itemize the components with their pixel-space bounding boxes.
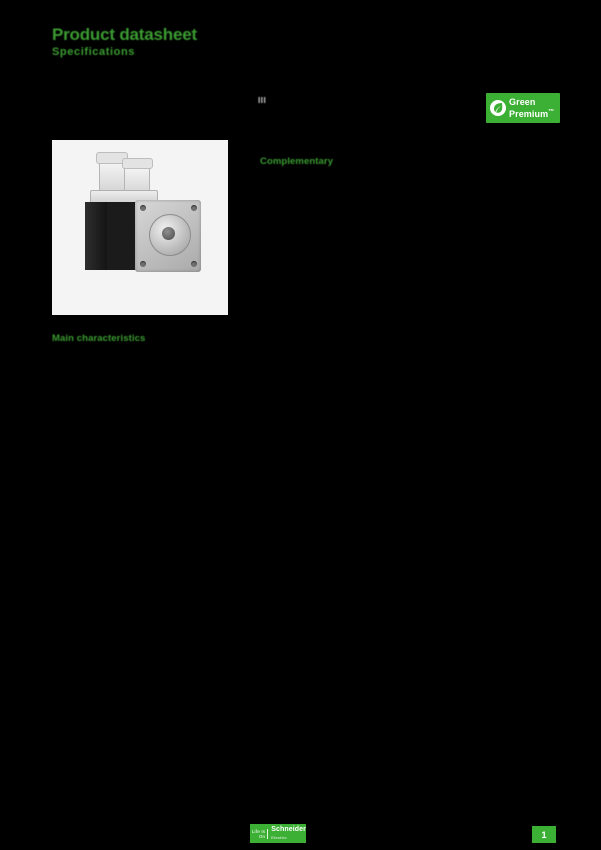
motor-body-shading	[85, 202, 107, 270]
motor-shaft	[162, 227, 175, 240]
brand-name	[268, 826, 306, 841]
brand-name-text: Schneider	[271, 826, 306, 833]
green-premium-badge	[486, 93, 560, 123]
product-photo	[52, 140, 228, 315]
section-heading-complementary: Complementary	[260, 156, 334, 167]
mounting-hole	[191, 261, 197, 267]
section-heading-main-characteristics: Main characteristics	[52, 333, 146, 344]
brand-sub-text: Electric	[271, 834, 287, 840]
top-marker-text: III	[258, 96, 267, 105]
green-premium-label	[509, 97, 554, 119]
badge-line-1: Green	[509, 97, 536, 107]
mounting-hole	[191, 205, 197, 211]
mounting-hole	[140, 261, 146, 267]
page-subtitle: Specifications	[52, 46, 135, 58]
page-number-badge: 1	[532, 826, 556, 843]
brand-tagline: Life Is On	[250, 829, 268, 839]
leaf-icon	[490, 100, 506, 116]
page-title: Product datasheet	[52, 25, 197, 44]
brand-logo	[250, 824, 306, 843]
connector-cap-right	[122, 158, 153, 169]
trademark-symbol: ™	[548, 109, 555, 115]
badge-line-2: Premium	[509, 109, 549, 119]
mounting-hole	[140, 205, 146, 211]
